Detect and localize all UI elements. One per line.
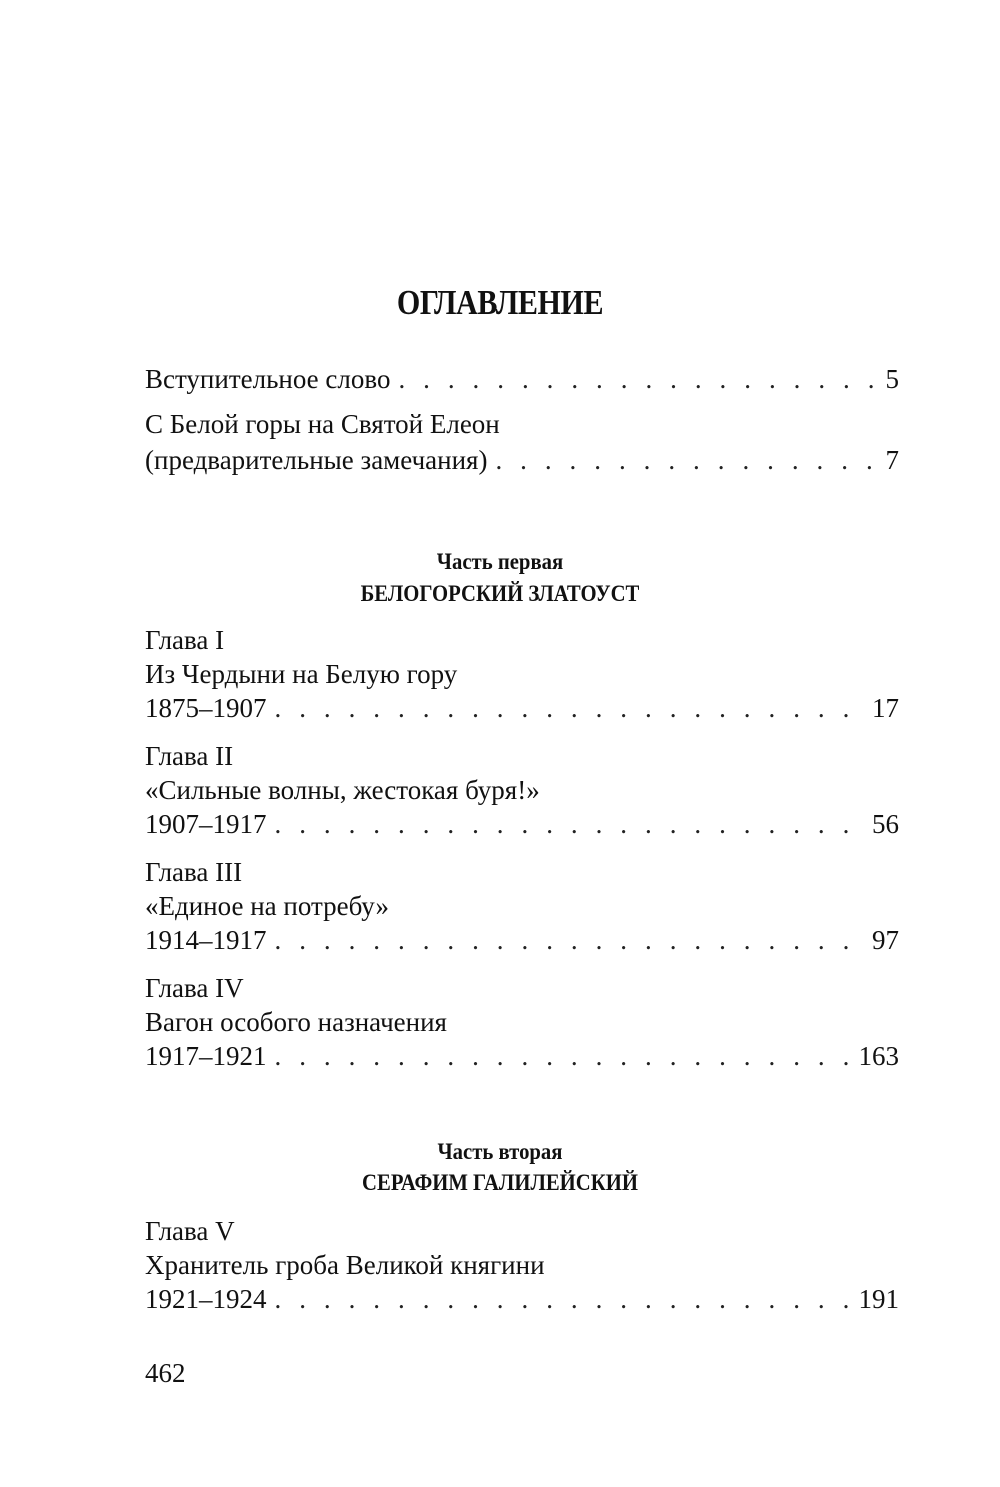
part-label: Часть первая [436, 549, 564, 574]
chapter-title: «Сильные волны, жестокая буря!» [145, 775, 540, 805]
chapter-page: 163 [858, 1041, 899, 1071]
chapter-entry [145, 690, 899, 726]
chapter-heading: Глава II [145, 741, 234, 771]
toc-entry-preliminary-remarks [145, 442, 899, 478]
dot-leader [275, 922, 869, 958]
chapter-page: 191 [858, 1284, 899, 1314]
chapter-heading: Глава IV [145, 973, 244, 1003]
part-label: Часть вторая [437, 1139, 563, 1164]
toc-entry-introduction [145, 361, 899, 397]
chapter-page: 97 [872, 925, 899, 955]
part-title: БЕЛОГОРСКИЙ ЗЛАТОУСТ [360, 581, 640, 606]
toc-entry-page: 5 [885, 364, 899, 394]
dot-leader [275, 690, 869, 726]
chapter-years: 1914–1917 [145, 925, 267, 955]
toc-title: ОГЛАВЛЕНИЕ [396, 283, 604, 322]
chapter-page: 17 [872, 693, 899, 723]
chapter-heading: Глава III [145, 857, 243, 887]
chapter-title: «Единое на потребу» [145, 891, 389, 921]
dot-leader [398, 361, 881, 397]
chapter-years: 1917–1921 [145, 1041, 267, 1071]
chapter-years: 1921–1924 [145, 1284, 267, 1314]
chapter-heading: Глава I [145, 625, 225, 655]
dot-leader [495, 442, 881, 478]
chapter-title: Из Чердыни на Белую гору [145, 659, 458, 689]
chapter-entry [145, 1038, 899, 1074]
toc-entry-label: Вступительное слово [145, 364, 391, 394]
chapter-entry [145, 922, 899, 958]
chapter-entry [145, 1281, 899, 1317]
chapter-heading: Глава V [145, 1216, 235, 1246]
toc-entry-page: 7 [885, 445, 899, 475]
chapter-years: 1875–1907 [145, 693, 267, 723]
chapter-entry [145, 806, 899, 842]
chapter-years: 1907–1917 [145, 809, 267, 839]
chapter-title: Хранитель гроба Великой княгини [145, 1250, 545, 1280]
toc-entry-label: (предварительные замечания) [145, 445, 488, 475]
chapter-page: 56 [872, 809, 899, 839]
chapter-title: Вагон особого назначения [145, 1007, 447, 1037]
part-title: СЕРАФИМ ГАЛИЛЕЙСКИЙ [362, 1170, 638, 1195]
dot-leader [275, 1281, 855, 1317]
page-number: 462 [145, 1358, 186, 1388]
dot-leader [275, 1038, 855, 1074]
toc-entry-title-line: С Белой горы на Святой Елеон [145, 409, 500, 439]
dot-leader [275, 806, 869, 842]
